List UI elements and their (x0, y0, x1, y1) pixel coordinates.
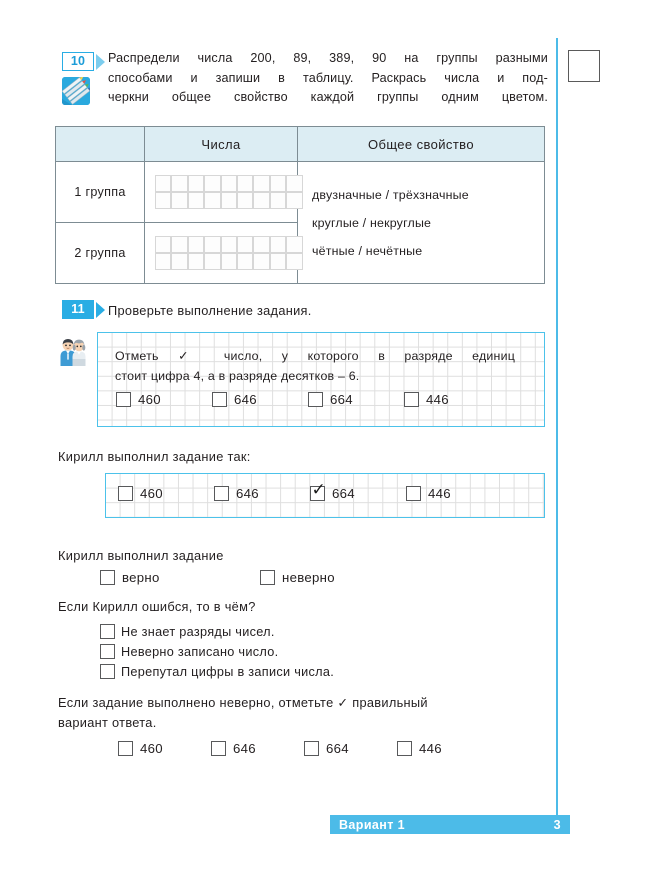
option-664[interactable] (308, 392, 404, 407)
correct-option-646[interactable] (211, 741, 304, 756)
group-1-numbers-input[interactable] (145, 162, 298, 223)
option-label: 646 (233, 741, 256, 756)
checkbox-verno[interactable] (100, 570, 115, 585)
option-label: верно (122, 570, 160, 585)
option-446[interactable] (404, 392, 449, 407)
footer-bar (330, 815, 570, 834)
groups-table (55, 126, 545, 284)
option-label: неверно (282, 570, 335, 585)
group-2-label: 2 группа (56, 223, 145, 284)
checkbox-664[interactable] (310, 486, 325, 501)
option-646[interactable] (212, 392, 308, 407)
verdict-options-row (100, 570, 335, 585)
exercise-line-1: Отметь ✓ число, у которого в разряде единиц (115, 349, 515, 363)
property-option-2[interactable]: круглые / некруглые (312, 215, 432, 230)
checkbox-646[interactable] (212, 392, 227, 407)
checkbox-mistake-3[interactable] (100, 664, 115, 679)
option-label: 460 (138, 392, 161, 407)
task-10-instruction (108, 49, 548, 108)
verdict-option-incorrect[interactable] (260, 570, 335, 585)
checkbox-446[interactable] (406, 486, 421, 501)
task-10-line-2: способами и запиши в таблицу. Раскрась числа и под- (108, 70, 548, 85)
common-property-options[interactable] (298, 162, 545, 284)
badge-arrow-icon (96, 302, 105, 318)
checkbox-646[interactable] (214, 486, 229, 501)
checkbox-mistake-2[interactable] (100, 644, 115, 659)
option-label: 460 (140, 741, 163, 756)
table-header-empty (56, 127, 145, 162)
correct-option-446[interactable] (397, 741, 442, 756)
exercise-instruction (115, 346, 515, 386)
right-accent-rule (556, 38, 558, 834)
task-10-number: 10 (62, 52, 94, 71)
correct-answer-line-1: Если задание выполнено неверно, отметьте ✓ правильный (58, 695, 428, 710)
checkbox-460[interactable] (118, 741, 133, 756)
checkbox-460[interactable] (118, 486, 133, 501)
option-460[interactable] (116, 392, 212, 407)
task-10-line-1: Распредели числа 200, 89, 389, 90 на группы разными (108, 51, 548, 65)
option-label: Перепутал цифры в записи числа. (121, 664, 335, 679)
checkbox-446[interactable] (404, 392, 419, 407)
badge-arrow-icon (96, 54, 105, 70)
option-label: 664 (332, 486, 355, 501)
checkbox-446[interactable] (397, 741, 412, 756)
checkbox-646[interactable] (211, 741, 226, 756)
verdict-option-correct[interactable] (100, 570, 260, 585)
checkbox-460[interactable] (116, 392, 131, 407)
checkbox-664[interactable] (304, 741, 319, 756)
checkbox-mistake-1[interactable] (100, 624, 115, 639)
exercise-line-2: стоит цифра 4, а в разряде десятков – 6. (115, 369, 360, 383)
exercise-paper-box (97, 332, 545, 427)
property-option-1[interactable]: двузначные / трёхзначные (312, 187, 469, 202)
mistake-option-3[interactable] (100, 662, 334, 681)
exercise-options-row (116, 392, 449, 407)
task-10-answer-box[interactable] (568, 50, 600, 82)
kirill-option-664[interactable] (310, 486, 406, 501)
correct-options-row (118, 741, 442, 756)
option-label: Неверно записано число. (121, 644, 279, 659)
footer-page-number: 3 (553, 817, 561, 832)
checkbox-664[interactable] (308, 392, 323, 407)
writing-grid[interactable] (155, 236, 303, 270)
option-label: 446 (426, 392, 449, 407)
task-10-badge (62, 52, 105, 71)
kirill-options-row (118, 486, 451, 501)
table-row (56, 162, 545, 223)
table-header-property: Общее свойство (298, 127, 545, 162)
two-children-icon (57, 337, 89, 367)
mistake-question: Если Кирилл ошибся, то в чём? (58, 599, 256, 614)
group-2-numbers-input[interactable] (145, 223, 298, 284)
correct-answer-question (58, 693, 545, 732)
writing-grid[interactable] (155, 175, 303, 209)
task-11-number: 11 (62, 300, 94, 319)
option-label: 460 (140, 486, 163, 501)
verdict-question: Кирилл выполнил задание (58, 548, 224, 563)
table-header-numbers: Числа (145, 127, 298, 162)
task-10-line-3: черкни общее свойство каждой группы одним цветом. (108, 90, 548, 104)
colored-pencils-icon (62, 77, 90, 105)
option-label: 646 (234, 392, 257, 407)
option-label: 646 (236, 486, 259, 501)
mistake-option-2[interactable] (100, 642, 334, 661)
option-label: Не знает разряды чисел. (121, 624, 275, 639)
table-header-row (56, 127, 545, 162)
option-label: 446 (428, 486, 451, 501)
correct-answer-line-2: вариант ответа. (58, 714, 157, 730)
correct-option-460[interactable] (118, 741, 211, 756)
task-11-heading: Проверьте выполнение задания. (108, 303, 312, 318)
property-option-3[interactable]: чётные / нечётные (312, 243, 423, 258)
checkbox-neverno[interactable] (260, 570, 275, 585)
kirill-option-646[interactable] (214, 486, 310, 501)
kirill-option-460[interactable] (118, 486, 214, 501)
correct-option-664[interactable] (304, 741, 397, 756)
option-label: 664 (326, 741, 349, 756)
mistake-option-1[interactable] (100, 622, 334, 641)
option-label: 446 (419, 741, 442, 756)
group-1-label: 1 группа (56, 162, 145, 223)
mistake-options-list (100, 622, 334, 682)
option-label: 664 (330, 392, 353, 407)
kirill-option-446[interactable] (406, 486, 451, 501)
task-11-badge (62, 300, 105, 319)
kirill-answer-paper-box (105, 473, 545, 518)
kirill-answer-heading: Кирилл выполнил задание так: (58, 449, 251, 464)
footer-variant-label: Вариант 1 (339, 817, 405, 832)
